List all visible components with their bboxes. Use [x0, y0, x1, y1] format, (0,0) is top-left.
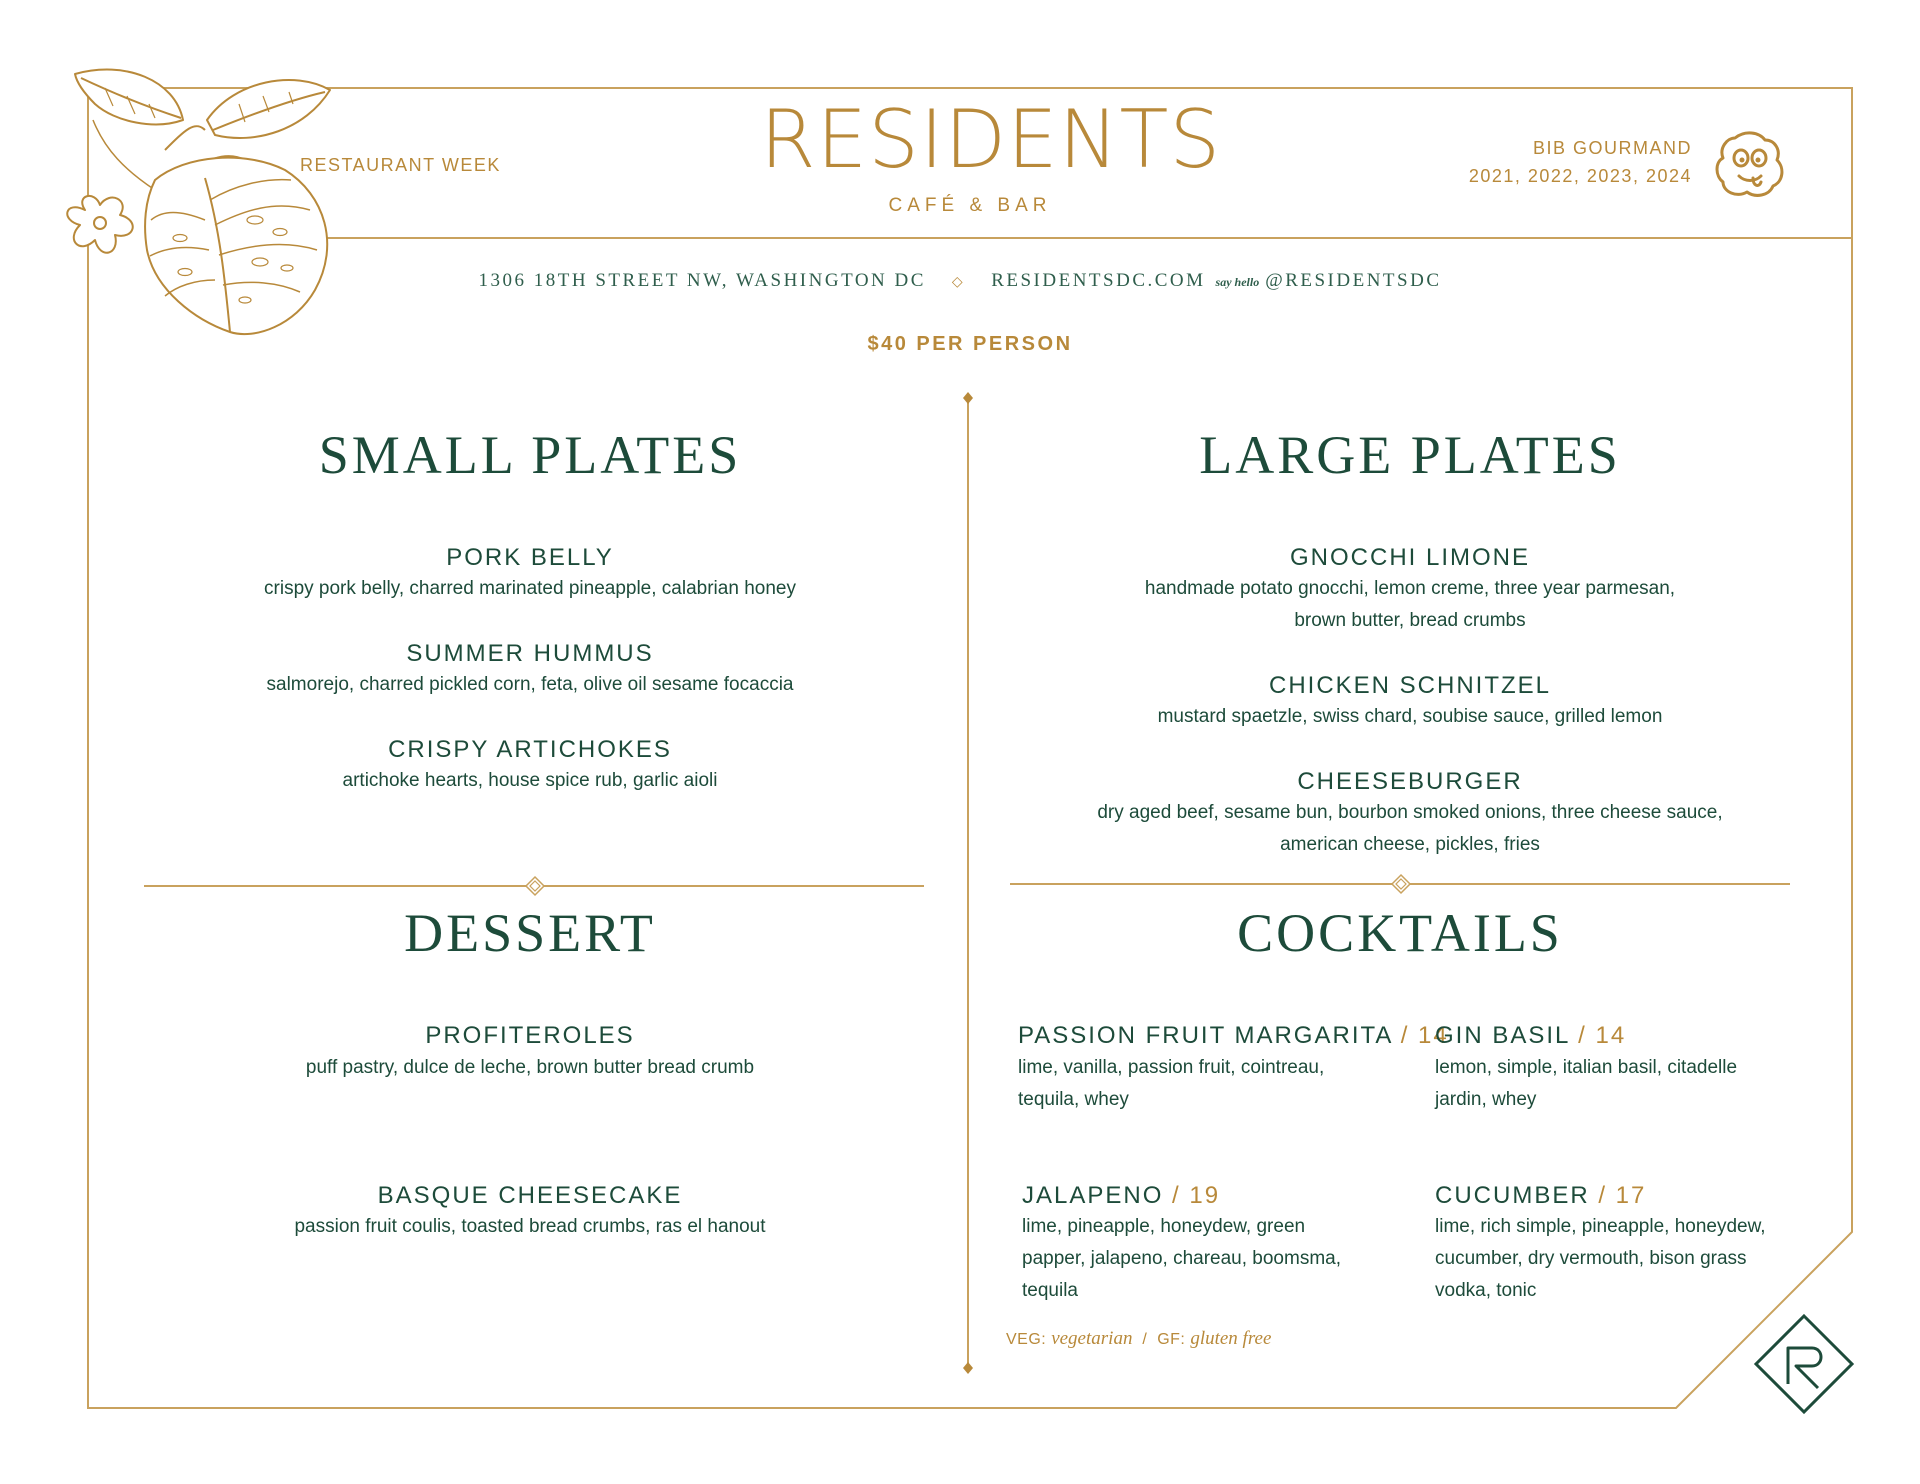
- cocktail-name-text: GIN BASIL: [1435, 1022, 1570, 1049]
- cocktail-name-text: CUCUMBER: [1435, 1182, 1590, 1209]
- brand-title: RESIDENTS: [760, 93, 1222, 186]
- cocktail-price: / 14: [1569, 1022, 1627, 1049]
- residents-logo-icon: [1752, 1312, 1856, 1416]
- cocktails-title: COCKTAILS: [1237, 903, 1563, 963]
- cocktail-desc: lemon, simple, italian basil, citadelle: [1435, 1057, 1738, 1078]
- cocktail-desc: vodka, tonic: [1435, 1280, 1537, 1301]
- cocktail-desc: lime, pineapple, honeydew, green: [1022, 1216, 1306, 1237]
- cocktail-desc: tequila, whey: [1018, 1089, 1129, 1110]
- small-plates-title: SMALL PLATES: [318, 425, 742, 485]
- say-hello-text: say hello: [1215, 275, 1260, 289]
- legend-separator: /: [1142, 1331, 1148, 1348]
- menu-item-name: PORK BELLY: [446, 544, 614, 571]
- cocktail-name: [1435, 1024, 1626, 1048]
- cocktail-desc: jardin, whey: [1435, 1089, 1537, 1110]
- menu-item-name: CRISPY ARTICHOKES: [388, 736, 672, 763]
- cocktail-desc: tequila: [1022, 1280, 1078, 1301]
- menu-item-desc: dry aged beef, sesame bun, bourbon smoked onions, three cheese sauce,: [1097, 802, 1723, 823]
- menu-item-desc: crispy pork belly, charred marinated pineapple, calabrian honey: [264, 578, 796, 599]
- bibendum-icon: [1713, 130, 1787, 200]
- cocktail-name: [1435, 1184, 1646, 1208]
- menu-item-desc: passion fruit coulis, toasted bread crumbs, ras el hanout: [294, 1216, 766, 1237]
- menu-item-desc: salmorejo, charred pickled corn, feta, olive oil sesame focaccia: [266, 674, 794, 695]
- cocktail-name: [1022, 1184, 1220, 1208]
- cocktail-name-text: JALAPENO: [1022, 1182, 1164, 1209]
- menu-item-name: CHEESEBURGER: [1297, 768, 1523, 795]
- brand-subtitle: CAFÉ & BAR: [888, 195, 1052, 216]
- contact-info-line: [150, 270, 1770, 292]
- menu-item-name: CHICKEN SCHNITZEL: [1268, 672, 1552, 699]
- cocktail-name: [1018, 1024, 1449, 1048]
- veg-key: VEG:: [1006, 1331, 1047, 1348]
- large-plates-title: LARGE PLATES: [1199, 425, 1621, 485]
- menu-item-name: GNOCCHI LIMONE: [1289, 544, 1530, 571]
- menu-item-desc: artichoke hearts, house spice rub, garlic aioli: [342, 770, 718, 791]
- cocktail-price: / 17: [1589, 1182, 1647, 1209]
- gf-key: GF:: [1157, 1331, 1186, 1348]
- menu-item-desc: brown butter, bread crumbs: [1294, 610, 1526, 631]
- cocktail-name-text: PASSION FRUIT MARGARITA: [1018, 1022, 1393, 1049]
- diamond-separator-icon: ◇: [951, 275, 966, 290]
- menu-item-desc: american cheese, pickles, fries: [1280, 834, 1540, 855]
- price-per-person: $40 PER PERSON: [867, 333, 1073, 355]
- cocktail-price: / 19: [1163, 1182, 1221, 1209]
- cocktail-desc: papper, jalapeno, chareau, boomsma,: [1022, 1248, 1341, 1269]
- cocktail-price: / 14: [1392, 1022, 1449, 1049]
- address-text: 1306 18TH STREET NW, WASHINGTON DC: [478, 270, 926, 291]
- dietary-legend: [1006, 1328, 1271, 1350]
- menu-item-name: PROFITEROLES: [425, 1022, 635, 1049]
- menu-item-desc: puff pastry, dulce de leche, brown butter bread crumb: [305, 1057, 755, 1078]
- cocktail-desc: lime, rich simple, pineapple, honeydew,: [1435, 1216, 1766, 1237]
- monstera-leaf-icon: [55, 60, 345, 340]
- bib-gourmand-years: 2021, 2022, 2023, 2024: [1468, 166, 1692, 186]
- menu-item-desc: mustard spaetzle, swiss chard, soubise sauce, grilled lemon: [1157, 706, 1663, 727]
- website-link[interactable]: RESIDENTSDC.COM: [991, 270, 1206, 291]
- social-handle[interactable]: @RESIDENTSDC: [1265, 270, 1442, 291]
- veg-value: vegetarian: [1051, 1328, 1133, 1349]
- cocktail-desc: lime, vanilla, passion fruit, cointreau,: [1018, 1057, 1325, 1078]
- restaurant-week-label: RESTAURANT WEEK: [300, 155, 501, 175]
- menu-item-desc: handmade potato gnocchi, lemon creme, three year parmesan,: [1144, 578, 1676, 599]
- cocktail-desc: cucumber, dry vermouth, bison grass: [1435, 1248, 1747, 1269]
- menu-item-name: BASQUE CHEESECAKE: [377, 1182, 683, 1209]
- dessert-title: DESSERT: [404, 903, 656, 963]
- gf-value: gluten free: [1190, 1328, 1272, 1349]
- bib-gourmand-title: BIB GOURMAND: [1532, 138, 1692, 158]
- menu-item-name: SUMMER HUMMUS: [406, 640, 654, 667]
